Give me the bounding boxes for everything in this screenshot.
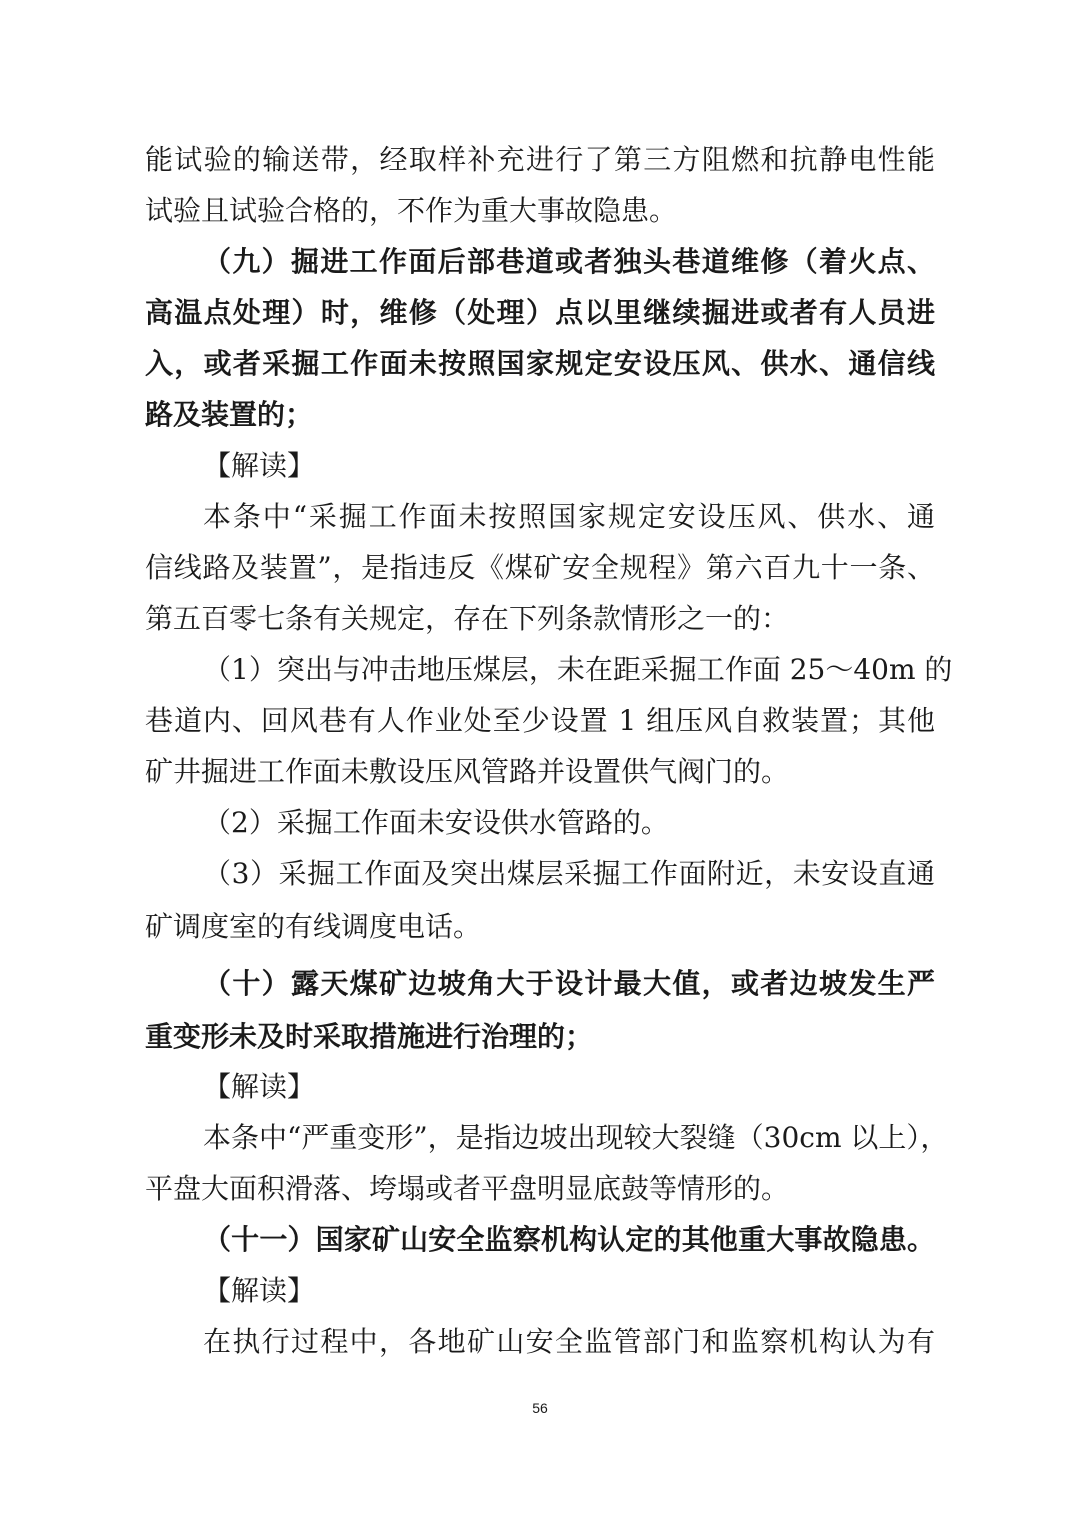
list-item: （3）采掘工作面及突出煤层采掘工作面附近，未安设直通 <box>203 857 935 890</box>
interpretation-label: 【解读】 <box>203 449 316 482</box>
interpretation-label: 【解读】 <box>203 1274 316 1307</box>
clause-heading-11: （十一）国家矿山安全监察机构认定的其他重大事故隐患。 <box>203 1223 935 1256</box>
clause-heading-9: 路及装置的； <box>145 398 314 431</box>
text-line: 平盘大面积滑落、垮塌或者平盘明显底鼓等情形的。 <box>145 1172 790 1205</box>
text-line: 信线路及装置”，是指违反《煤矿安全规程》第六百九十一条、 <box>145 551 935 584</box>
text-line: 在执行过程中，各地矿山安全监管部门和监察机构认为有 <box>203 1325 935 1358</box>
clause-heading-10: 重变形未及时采取措施进行治理的； <box>145 1020 594 1053</box>
clause-heading-9: 入，或者采掘工作面未按照国家规定安设压风、供水、通信线 <box>145 347 935 380</box>
text-line: 本条中“严重变形”，是指边坡出现较大裂缝（30cm 以上）， <box>203 1121 949 1154</box>
text-line: 能试验的输送带，经取样补充进行了第三方阻燃和抗静电性能 <box>145 143 935 176</box>
page-number: 56 <box>532 1400 548 1416</box>
text-line: 巷道内、回风巷有人作业处至少设置 1 组压风自救装置；其他 <box>145 704 935 737</box>
text-line: 第五百零七条有关规定，存在下列条款情形之一的： <box>145 602 790 635</box>
list-item: （2）采掘工作面未安设供水管路的。 <box>203 806 669 839</box>
clause-heading-9: 高温点处理）时，维修（处理）点以里继续掘进或者有人员进 <box>145 296 935 329</box>
clause-heading-10: （十）露天煤矿边坡角大于设计最大值，或者边坡发生严 <box>203 967 935 1000</box>
text-line: 本条中“采掘工作面未按照国家规定安设压风、供水、通 <box>203 500 935 533</box>
interpretation-label: 【解读】 <box>203 1070 316 1103</box>
text-line: 矿井掘进工作面未敷设压风管路并设置供气阀门的。 <box>145 755 790 788</box>
list-item: （1）突出与冲击地压煤层，未在距采掘工作面 25～40m 的 <box>203 653 953 686</box>
clause-heading-9: （九）掘进工作面后部巷道或者独头巷道维修（着火点、 <box>203 245 935 278</box>
text-line: 矿调度室的有线调度电话。 <box>145 910 482 943</box>
text-line: 试验且试验合格的，不作为重大事故隐患。 <box>145 194 678 227</box>
